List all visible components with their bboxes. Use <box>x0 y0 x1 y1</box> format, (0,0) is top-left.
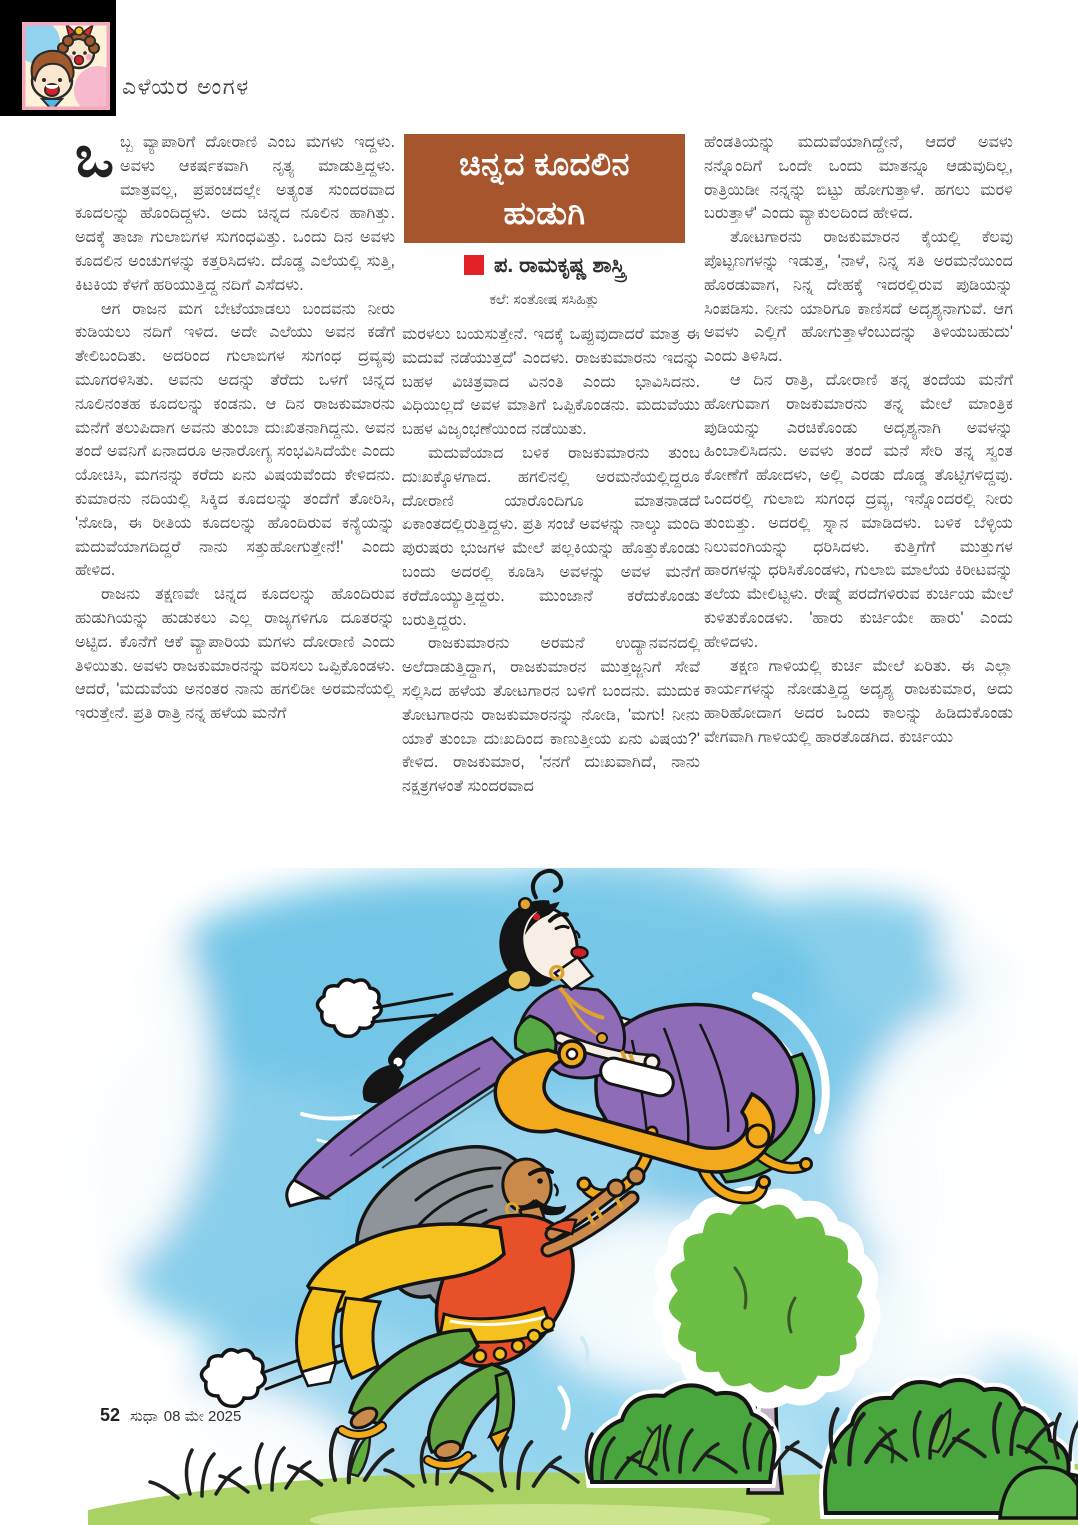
paragraph-text: ಬ್ಬ ವ್ಯಾಪಾರಿಗೆ ದೋರಾಣಿ ಎಂಬ ಮಗಳು ಇದ್ದಳು. ಅವಳು ಆಕರ್ಷಕವಾಗಿ ನೃತ್ಯ ಮಾಡುತ್ತಿದ್ದಳು. ಮಾತ್ರವಲ್ಲ, ಪ್ರಪಂಚದಲ್ಲೇ ಅತ್ಯಂತ ಸುಂದರವಾದ ಕೂದಲನ್ನು ಹೊಂದಿದ್ದಳು. ಅದು ಚಿನ್ನದ ನೂಲಿನ ಹಾಗಿತ್ತು. ಅದಕ್ಕೆ ತಾಜಾ ಗುಲಾಬಿಗಳ ಸುಗಂಧವಿತ್ತು. ಒಂದು ದಿನ ಅವಳು ಕೂದಲಿನ ಅಂಚುಗಳನ್ನು ಕತ್ತರಿಸಿದಳು. ದೊಡ್ಡ ಎಲೆಯಲ್ಲಿ ಸುತ್ತಿ, ಕಿಟಕಿಯ ಕೆಳಗೆ ಹರಿಯುತ್ತಿದ್ದ ನದಿಗೆ ಎಸೆದಳು. <box>75 133 395 294</box>
paragraph: ತಕ್ಷಣ ಗಾಳಿಯಲ್ಲಿ ಕುರ್ಚಿ ಮೇಲೆ ಏರಿತು. ಈ ಎಲ್ಲಾ ಕಾರ್ಯಗಳನ್ನು ನೋಡುತ್ತಿದ್ದ ಅದೃಶ್ಯ ರಾಜಕುಮಾರ, ಅದು ಹಾರಿಹೋದಾಗ ಅದರ ಒಂದು ಕಾಲನ್ನು ಹಿಡಿದುಕೊಂಡು ವೇಗವಾಗಿ ಗಾಳಿಯಲ್ಲಿ ಹಾರತೊಡಗಿದ. ಕುರ್ಚಿಯು <box>704 656 1013 746</box>
story-column-3 <box>704 131 1013 750</box>
art-credit: ಕಲೆ: ಸಂತೋಷ ಸಸಿಹಿತ್ಲು <box>489 291 600 307</box>
flying-chair-illustration <box>0 868 1078 1525</box>
byline <box>404 254 685 278</box>
drop-cap: ಒ <box>75 124 114 189</box>
story-column-1 <box>75 124 395 726</box>
paragraph: ಹೆಂಡತಿಯನ್ನು ಮದುವೆಯಾಗಿದ್ದೇನೆ, ಆದರೆ ಅವಳು ನನ್ನೊಂದಿಗೆ ಒಂದೇ ಒಂದು ಮಾತನ್ನೂ ಆಡುವುದಿಲ್ಲ, ರಾತ್ರಿಯಿಡೀ ನನ್ನನ್ನು ಬಿಟ್ಟು ಹೋಗುತ್ತಾಳೆ. ಹಗಲು ಮರಳಿ ಬರುತ್ತಾಳೆ' ಎಂದು ವ್ಯಾಕುಲದಿಂದ ಹೇಳಿದ. <box>704 133 1013 223</box>
paragraph: ಆ ದಿನ ರಾತ್ರಿ, ದೋರಾಣಿ ತನ್ನ ತಂದೆಯ ಮನೆಗೆ ಹೋಗುವಾಗ ರಾಜಕುಮಾರನು ತನ್ನ ಮೇಲೆ ಮಾಂತ್ರಿಕ ಪುಡಿಯನ್ನು ಎರಚಿಕೊಂಡು ಅದೃಶ್ಯನಾಗಿ ಅವಳನ್ನು ಹಿಂಬಾಲಿಸಿದನು. ಅವಳು ತಂದೆ ಮನೆ ಸೇರಿ ತನ್ನ ಸ್ವಂತ ಕೋಣೆಗೆ ಹೋದಳು, ಅಲ್ಲಿ ಎರಡು ದೊಡ್ಡ ತೊಟ್ಟಿಗಳಿದ್ದವು. ಒಂದರಲ್ಲಿ ಗುಲಾಬಿ ಸುಗಂಧ ದ್ರವ್ಯ, ಇನ್ನೊಂದರಲ್ಲಿ ನೀರು ತುಂಬಿತ್ತು. ಅದರಲ್ಲಿ ಸ್ನಾನ ಮಾಡಿದಳು. ಬಳಿಕ ಬೆಳ್ಳಿಯ ನಿಲುವಂಗಿಯನ್ನು ಧರಿಸಿದಳು. ಕುತ್ತಿಗೆಗೆ ಮುತ್ತುಗಳ ಹಾರಗಳನ್ನು ಧರಿಸಿಕೊಂಡಳು, ಗುಲಾಬಿ ಮಾಲೆಯ ಕಿರೀಟವನ್ನು ತಲೆಯ ಮೇಲಿಟ್ಟಳು. ರೇಷ್ಮೆ ಪರದೆಗಳಿರುವ ಕುರ್ಚಿಯ ಮೇಲೆ ಕುಳಿತುಕೊಂಡಳು. 'ಹಾರು ಕುರ್ಚಿಯೇ ಹಾರು' ಎಂದು ಹೇಳಿದಳು. <box>704 370 1013 651</box>
paragraph: ಮರಳಲು ಬಯಸುತ್ತೇನೆ. ಇದಕ್ಕೆ ಒಪ್ಪುವುದಾದರೆ ಮಾತ್ರ ಈ ಮದುವೆ ನಡೆಯುತ್ತದೆ' ಎಂದಳು. ರಾಜಕುಮಾರನು ಇದನ್ನು ಬಹಳ ವಿಚಿತ್ರವಾದ ವಿನಂತಿ ಎಂದು ಭಾವಿಸಿದನು. ವಿಧಿಯಿಲ್ಲದೆ ಅವಳ ಮಾತಿಗೆ ಒಪ್ಪಿಕೊಂಡನು. ಮದುವೆಯು ಬಹಳ ವಿಜೃಂಭಣೆಯಿಂದ ನಡೆಯಿತು. <box>402 325 700 439</box>
paragraph <box>75 124 395 298</box>
article-title-box <box>404 134 685 243</box>
section-title: ಎಳೆಯರ ಅಂಗಳ <box>122 74 250 99</box>
paragraph: ರಾಜನು ತಕ್ಷಣವೇ ಚಿನ್ನದ ಕೂದಲನ್ನು ಹೊಂದಿರುವ ಹುಡುಗಿಯನ್ನು ಹುಡುಕಲು ಎಲ್ಲ ರಾಜ್ಯಗಳಿಗೂ ದೂತರನ್ನು ಅಟ್ಟಿದ. ಕೊನೆಗೆ ಆಕೆ ವ್ಯಾಪಾರಿಯ ಮಗಳು ದೋರಾಣಿ ಎಂದು ತಿಳಿಯಿತು. ಅವಳು ರಾಜಕುಮಾರನನ್ನು ವರಿಸಲು ಒಪ್ಪಿಕೊಂಡಳು. ಆದರೆ, 'ಮದುವೆಯ ಅನಂತರ ನಾನು ಹಗಲಿಡೀ ಅರಮನೆಯಲ್ಲಿ ಇರುತ್ತೇನೆ. ಪ್ರತಿ ರಾತ್ರಿ ನನ್ನ ಹಳೆಯ ಮನೆಗೆ <box>75 585 395 723</box>
page-number: 52 <box>100 1405 121 1425</box>
story-illustration <box>0 868 1078 1525</box>
magazine-name: ಸುಧಾ <box>130 1408 158 1425</box>
paragraph: ತೋಟಗಾರನು ರಾಜಕುಮಾರನ ಕೈಯಲ್ಲಿ ಕೆಲವು ಪೊಟ್ಟಣಗಳನ್ನು ಇಡುತ್ತ, 'ನಾಳೆ, ನಿನ್ನ ಸತಿ ಅರಮನೆಯಿಂದ ಹೊರಡುವಾಗ, ನಿನ್ನ ದೇಹಕ್ಕೆ ಇದರಲ್ಲಿರುವ ಪುಡಿಯನ್ನು ಸಿಂಪಡಿಸು. ನೀನು ಯಾರಿಗೂ ಕಾಣಿಸದೆ ಅದೃಶ್ಯನಾಗುವೆ. ಆಗ ಅವಳು ಎಲ್ಲಿಗೆ ಹೋಗುತ್ತಾಳೆಂಬುದನ್ನು ತಿಳಿಯಬಹುದು' ಎಂದು ತಿಳಿಸಿದ. <box>704 228 1013 366</box>
article-title-line1: ಚಿನ್ನದ ಕೂದಲಿನ <box>459 145 630 182</box>
paragraph: ರಾಜಕುಮಾರನು ಅರಮನೆ ಉದ್ಯಾನವನದಲ್ಲಿ ಅಲೆದಾಡುತ್ತಿದ್ದಾಗ, ರಾಜಕುಮಾರನ ಮುತ್ತಜ್ಜನಿಗೆ ಸೇವೆ ಸಲ್ಲಿಸಿದ ಹಳೆಯ ತೋಟಗಾರನ ಬಳಿಗೆ ಬಂದನು. ಮುದುಕ ತೋಟಗಾರನು ರಾಜಕುಮಾರನನ್ನು ನೋಡಿ, 'ಮಗು! ನೀನು ಯಾಕೆ ತುಂಬಾ ದುಃಖದಿಂದ ಕಾಣುತ್ತೀಯ ಏನು ವಿಷಯ?' ಕೇಳಿದ. ರಾಜಕುಮಾರ, 'ನನಗೆ ದುಃಖವಾಗಿದೆ, ನಾನು ನಕ್ಷತ್ರಗಳಂತೆ ಸುಂದರವಾದ <box>402 634 700 796</box>
paragraph: ಆಗ ರಾಜನ ಮಗ ಬೇಟೆಯಾಡಲು ಬಂದವನು ನೀರು ಕುಡಿಯಲು ನದಿಗೆ ಇಳಿದ. ಅದೇ ಎಲೆಯು ಅವನ ಕಡೆಗೆ ತೇಲಿಬಂದಿತು. ಅದರಿಂದ ಗುಲಾಬಿಗಳ ಸುಗಂಧ ದ್ರವ್ಯವು ಮೂಗರಳಿಸಿತು. ಅವನು ಅದನ್ನು ತೆರೆದು ಒಳಗೆ ಚಿನ್ನದ ನೂಲಿನಂತಹ ಕೂದಲನ್ನು ಕಂಡನು. ಆ ದಿನ ರಾಜಕುಮಾರನು ಮನೆಗೆ ತಲುಪಿದಾಗ ಅವನು ತುಂಬಾ ದುಃಖಿತನಾಗಿದ್ದನು. ಅವನ ತಂದೆ ಅವನಿಗೆ ಏನಾದರೂ ಅನಾರೋಗ್ಯ ಸಂಭವಿಸಿದೆಯೇ ಎಂದು ಯೋಚಿಸಿ, ಮಗನನ್ನು ಕರೆದು ಏನು ವಿಷಯವೆಂದು ಕೇಳಿದನು. ಕುಮಾರನು ನದಿಯಲ್ಲಿ ಸಿಕ್ಕಿದ ಕೂದಲನ್ನು ತಂದೆಗೆ ತೋರಿಸಿ, 'ನೋಡಿ, ಈ ರೀತಿಯ ಕೂದಲನ್ನು ಹೊಂದಿರುವ ಕನ್ಯೆಯನ್ನು ಮದುವೆಯಾಗದಿದ್ದರೆ ನಾನು ಸತ್ತುಹೋಗುತ್ತೇನೆ!' ಎಂದು ಹೇಳಿದ. <box>75 299 395 580</box>
kids-logo-icon <box>22 22 110 110</box>
article-title-line2: ಹುಡುಗಿ <box>503 194 586 231</box>
paragraph: ಮದುವೆಯಾದ ಬಳಿಕ ರಾಜಕುಮಾರನು ತುಂಬ ದುಃಖಕ್ಕೊಳಗಾದ. ಹಗಲಿನಲ್ಲಿ ಅರಮನೆಯಲ್ಲಿದ್ದರೂ ದೋರಾಣಿ ಯಾರೊಂದಿಗೂ ಮಾತನಾಡದೆ ಏಕಾಂತದಲ್ಲಿರುತ್ತಿದ್ದಳು. ಪ್ರತಿ ಸಂಜೆ ಅವಳನ್ನು ನಾಲ್ಕು ಮಂದಿ ಪುರುಷರು ಭುಜಗಳ ಮೇಲೆ ಪಲ್ಲಕಿಯನ್ನು ಹೊತ್ತುಕೊಂಡು ಬಂದು ಅದರಲ್ಲಿ ಕೂಡಿಸಿ ಅವಳನ್ನು ಅವಳ ಮನೆಗೆ ಕರೆದೊಯ್ಯುತ್ತಿದ್ದರು. ಮುಂಜಾನೆ ಕರೆದುಕೊಂಡು ಬರುತ್ತಿದ್ದರು. <box>402 443 700 629</box>
page-footer <box>100 1405 241 1426</box>
issue-date: 08 ಮೇ 2025 <box>163 1408 242 1425</box>
red-square-bullet-icon <box>464 255 484 275</box>
magazine-kids-logo <box>22 22 110 110</box>
author-name: ಪ. ರಾಮಕೃಷ್ಣ ಶಾಸ್ತ್ರಿ <box>493 254 626 277</box>
story-column-2 <box>402 323 700 799</box>
